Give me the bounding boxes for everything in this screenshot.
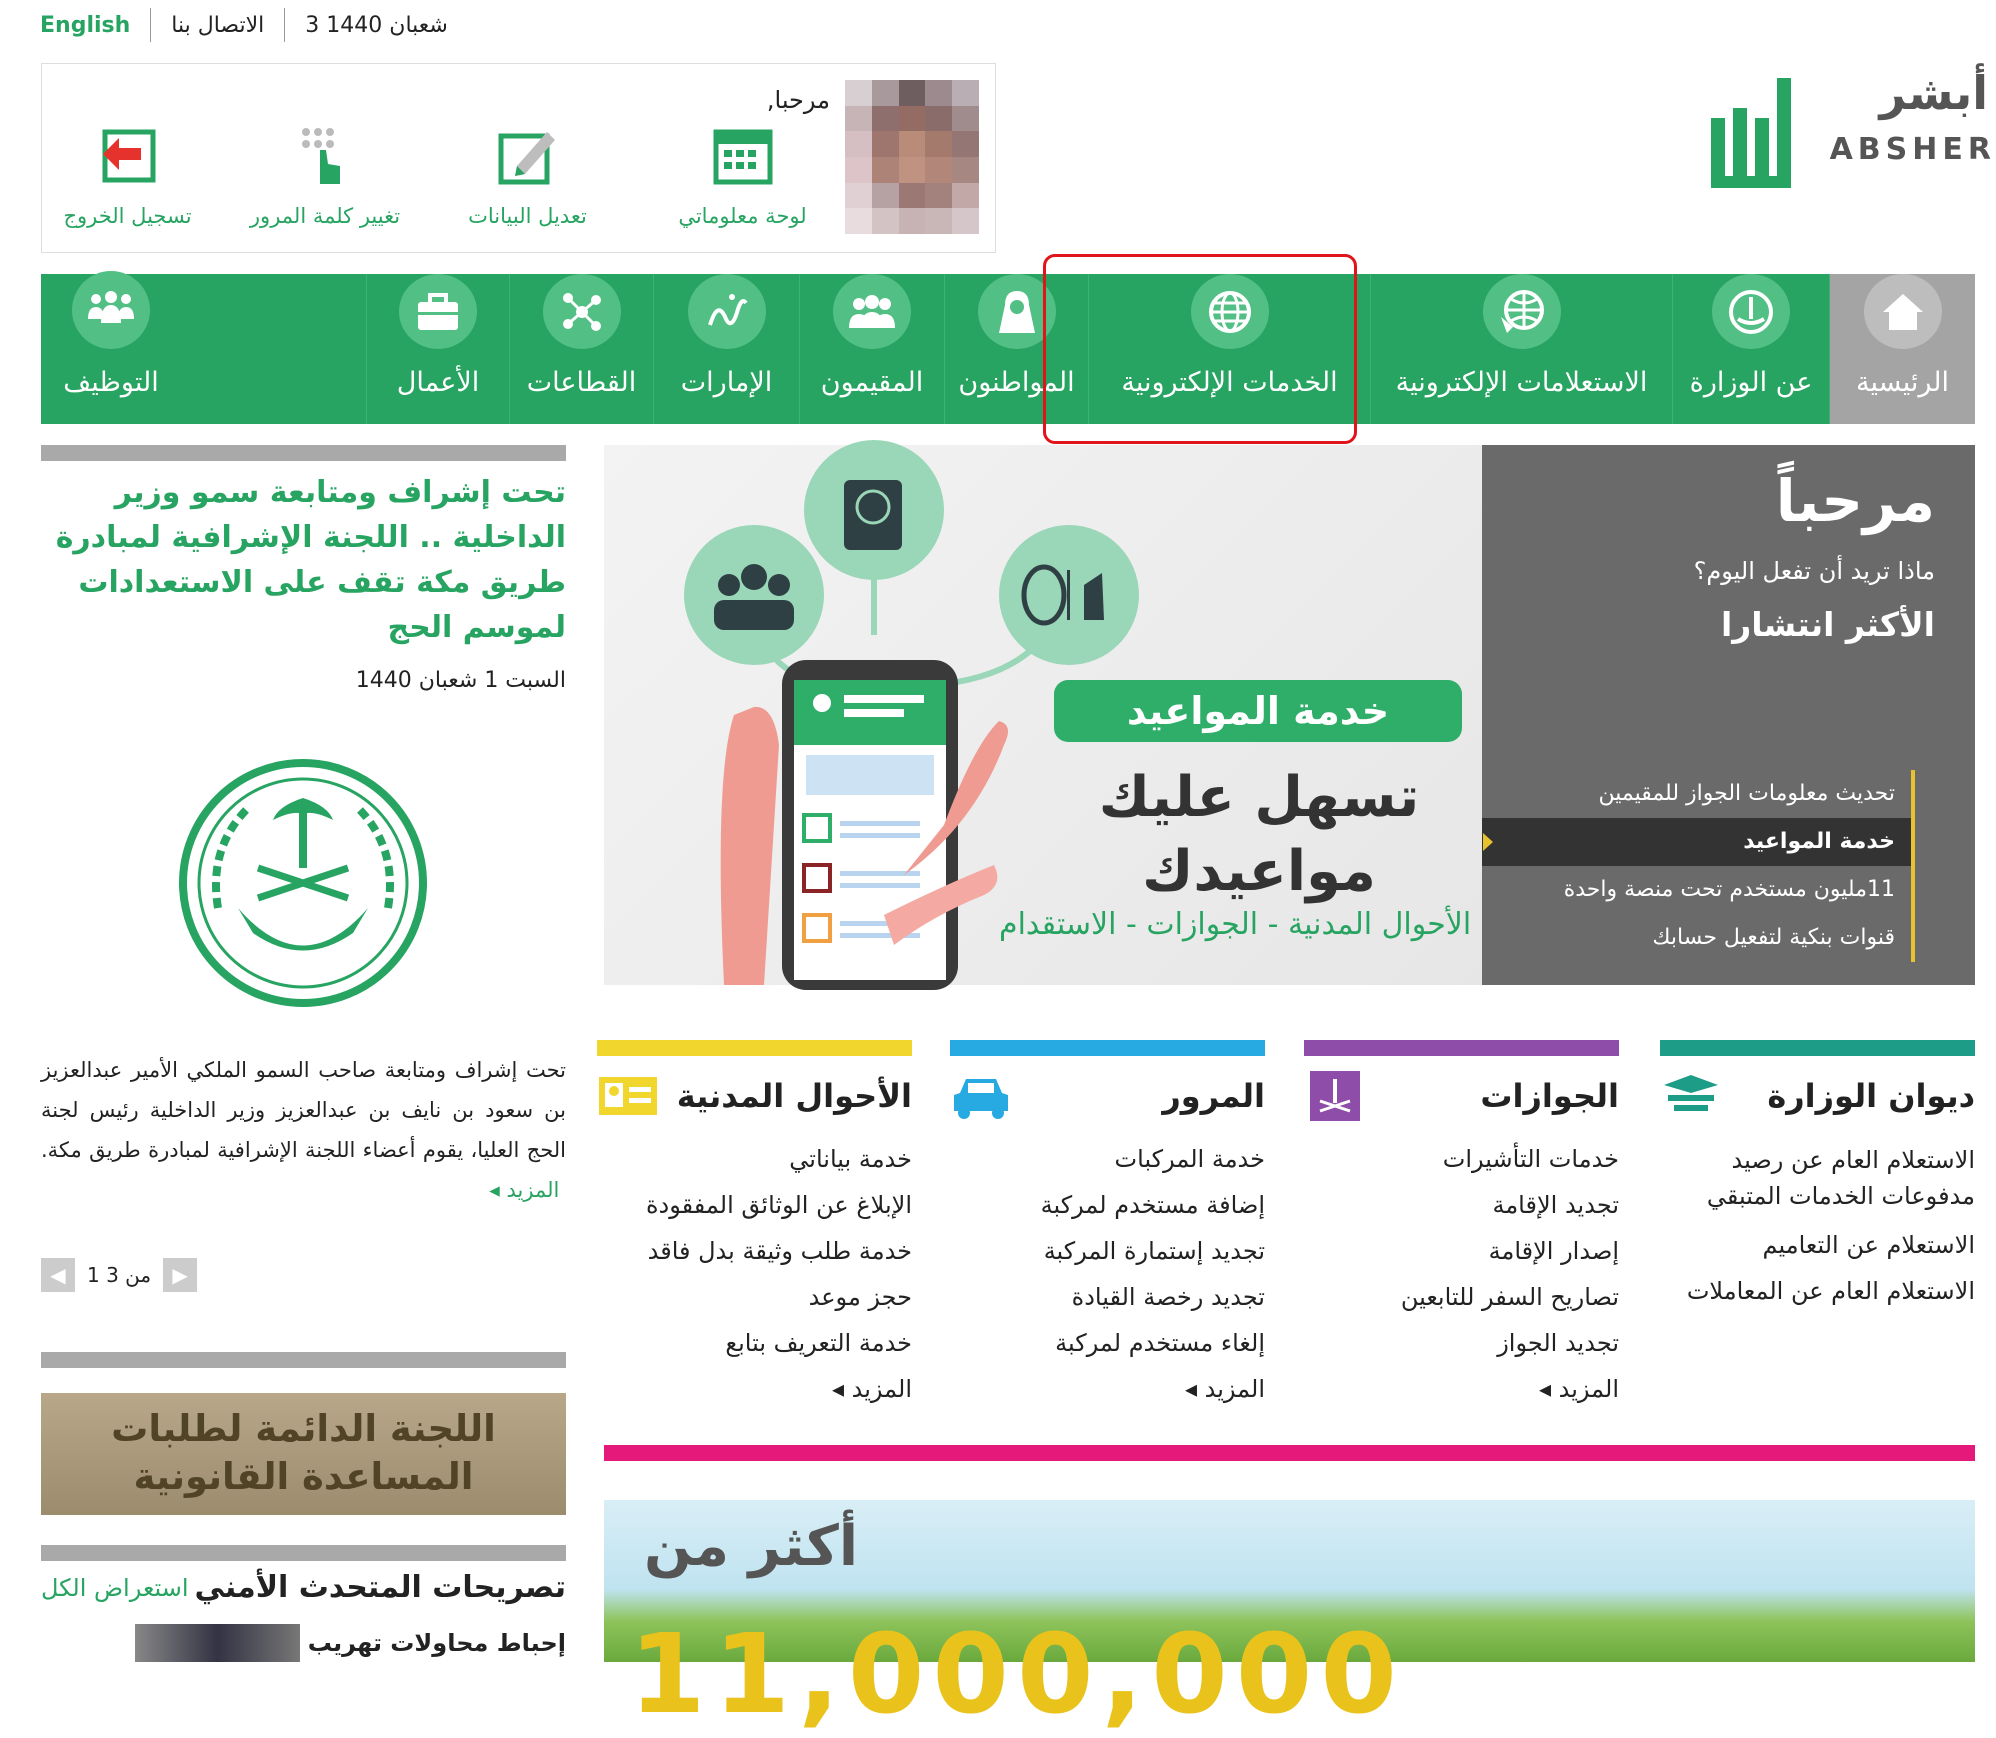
dashboard-button[interactable]	[650, 124, 835, 228]
service-link[interactable]: إصدار الإقامة	[1488, 1237, 1619, 1265]
column-header	[597, 1056, 912, 1136]
nav-sectors[interactable]	[509, 274, 653, 424]
spokesman-title: تصريحات المتحدث الأمني	[194, 1570, 566, 1605]
language-switch-link[interactable]: English	[40, 12, 131, 38]
nav-label: المقيمون	[820, 367, 924, 398]
id-card-icon	[597, 1071, 659, 1121]
ministry-emblem-icon	[1712, 274, 1790, 349]
team-hiring-icon	[72, 271, 150, 349]
nav-label: الرئيسية	[1856, 367, 1949, 398]
top-bar	[40, 0, 468, 50]
spokesman-view-all-link[interactable]: استعراض الكل	[41, 1574, 189, 1602]
contact-link[interactable]: الاتصال بنا	[171, 12, 265, 38]
nav-highlight-box	[1043, 254, 1357, 444]
news-date: السبت 1 شعبان 1440	[355, 668, 566, 693]
news-more-link[interactable]: المزيد ◂	[489, 1178, 560, 1202]
hero-tag: خدمة المواعيد	[1054, 680, 1462, 742]
service-link[interactable]: خدمة طلب وثيقة بدل فاقد	[647, 1237, 912, 1265]
nav-label: عن الوزارة	[1689, 367, 1813, 398]
service-link[interactable]: تجديد إستمارة المركبة	[1043, 1237, 1265, 1265]
service-link[interactable]: إلغاء مستخدم لمركبة	[1055, 1329, 1265, 1357]
hero-side-panel	[1482, 445, 1975, 985]
nav-residents[interactable]	[799, 274, 944, 424]
service-link[interactable]: إضافة مستخدم لمركبة	[1040, 1191, 1265, 1219]
service-column-passports	[1304, 1040, 1619, 1412]
column-title[interactable]: الجوازات	[1480, 1077, 1619, 1115]
keypad-hand-icon	[294, 124, 356, 186]
home-icon	[1864, 274, 1942, 349]
nav-employment[interactable]	[41, 274, 366, 424]
hero-popular-title: الأكثر انتشارا	[1720, 605, 1935, 644]
spokesman-item[interactable]	[135, 1624, 566, 1662]
ministry-seal-icon	[178, 758, 428, 1008]
column-list	[950, 1136, 1265, 1412]
column-color-bar	[1660, 1040, 1975, 1056]
service-link[interactable]: تصاريح السفر للتابعين	[1400, 1283, 1619, 1311]
briefcase-icon	[399, 274, 477, 349]
service-link[interactable]: حجز موعد	[808, 1283, 912, 1311]
change-password-label: تغيير كلمة المرور	[249, 204, 401, 228]
globe-inquiry-icon	[1483, 274, 1561, 349]
nav-home[interactable]	[1829, 274, 1975, 424]
news-headline[interactable]: تحت إشراف ومتابعة سمو وزير الداخلية .. اللجنة الإشرافية لمبادرة طريق مكة تقف على الاستعدادات لموسم الحج	[55, 475, 566, 645]
column-color-bar	[950, 1040, 1265, 1056]
section-divider	[41, 445, 566, 461]
hero-banner[interactable]	[604, 445, 1975, 985]
car-icon	[950, 1071, 1012, 1121]
hero-question: ماذا تريد أن تفعل اليوم؟	[1693, 557, 1935, 585]
news-more-label: المزيد	[506, 1178, 560, 1202]
news-body	[41, 1050, 566, 1210]
logo-latin: ABSHER	[1829, 132, 1996, 167]
service-link[interactable]: خدمات التأشيرات	[1442, 1145, 1619, 1173]
column-color-bar	[1304, 1040, 1619, 1056]
user-panel	[41, 63, 996, 253]
logout-arrow-icon	[97, 124, 159, 186]
legal-aid-banner[interactable]: اللجنة الدائمة لطلبات المساعدة القانونية	[41, 1393, 566, 1515]
column-header	[950, 1056, 1265, 1136]
dashboard-label: لوحة معلوماتي	[678, 204, 807, 228]
service-link[interactable]: خدمة التعريف بتابع	[725, 1329, 912, 1357]
spokesman-item-title: إحباط محاولات تهريب	[307, 1629, 566, 1657]
hero-list-item-active[interactable]: خدمة المواعيد	[1482, 818, 1911, 866]
nav-e-inquiries[interactable]	[1370, 274, 1672, 424]
service-column-civil-affairs	[597, 1040, 912, 1412]
logout-button[interactable]	[35, 124, 220, 228]
hero-popular-list	[1482, 770, 1915, 962]
hero-list-item[interactable]: تحديث معلومات الجواز للمقيمين	[1598, 781, 1895, 806]
promo-banner[interactable]	[604, 1500, 1975, 1738]
column-list	[1304, 1136, 1619, 1412]
edit-data-button[interactable]	[435, 124, 620, 228]
passport-emblem-icon	[1304, 1071, 1366, 1121]
hijri-date: 3 شعبان 1440	[305, 12, 448, 38]
nav-about-ministry[interactable]	[1672, 274, 1829, 424]
service-link[interactable]: تجديد رخصة القيادة	[1071, 1283, 1265, 1311]
residents-group-icon	[833, 274, 911, 349]
pager-status: 1 من 3	[87, 1263, 152, 1287]
service-column-ministry	[1660, 1040, 1975, 1314]
pager-next-button[interactable]: ▶	[163, 1258, 197, 1292]
service-more-link[interactable]: المزيد ◂	[597, 1366, 912, 1412]
service-link[interactable]: تجديد الإقامة	[1492, 1191, 1619, 1219]
hero-subline: الأحوال المدنية - الجوازات - الاستقدام	[999, 907, 1472, 942]
calendar-dashboard-icon	[712, 124, 774, 186]
service-link[interactable]: خدمة المركبات	[1114, 1145, 1265, 1173]
hero-list-item[interactable]: 11مليون مستخدم تحت منصة واحدة	[1563, 877, 1895, 902]
ministry-emblem	[178, 758, 428, 1008]
hero-hello: مرحباً	[1775, 467, 1935, 535]
nav-label: الاستعلامات الإلكترونية	[1395, 367, 1648, 398]
column-header	[1660, 1056, 1975, 1136]
section-divider	[604, 1445, 1975, 1461]
service-more-link[interactable]: المزيد ◂	[950, 1366, 1265, 1412]
section-divider	[41, 1545, 566, 1561]
nav-label: المواطنون	[958, 367, 1075, 398]
edit-pencil-icon	[497, 124, 559, 186]
service-link[interactable]: الاستعلام عن التعاميم	[1762, 1231, 1975, 1259]
service-link[interactable]: تجديد الجواز	[1497, 1329, 1619, 1357]
service-link[interactable]: الاستعلام العام عن المعاملات	[1686, 1277, 1975, 1305]
column-header	[1304, 1056, 1619, 1136]
promo-number: 11,000,000	[629, 1610, 1405, 1738]
network-nodes-icon	[543, 274, 621, 349]
main-navbar	[41, 274, 1975, 424]
welcome-text: مرحبا,	[766, 86, 830, 114]
nav-business[interactable]	[366, 274, 509, 424]
ministry-stack-icon	[1660, 1071, 1722, 1121]
service-more-link[interactable]: المزيد ◂	[1304, 1366, 1619, 1412]
column-title[interactable]: المرور	[1162, 1077, 1265, 1115]
change-password-button[interactable]	[225, 124, 425, 228]
section-divider	[41, 1352, 566, 1368]
active-pointer-icon	[1483, 833, 1493, 851]
column-list	[1660, 1142, 1975, 1314]
news-pager	[41, 1258, 197, 1292]
service-link[interactable]: الإبلاغ عن الوثائق المفقودة	[645, 1191, 912, 1219]
logo-arabic: أبشر	[1879, 66, 1988, 120]
logout-label: تسجيل الخروج	[63, 204, 192, 228]
nav-label: القطاعات	[526, 367, 637, 398]
pager-prev-button[interactable]: ◀	[41, 1258, 75, 1292]
column-color-bar	[597, 1040, 912, 1056]
column-list	[597, 1136, 912, 1412]
edit-data-label: تعديل البيانات	[468, 204, 587, 228]
promo-text: أكثر من	[644, 1514, 859, 1579]
emirates-calligraphy-icon	[688, 274, 766, 349]
service-link[interactable]: خدمة بياناتي	[789, 1145, 912, 1173]
column-title[interactable]: الأحوال المدنية	[676, 1077, 912, 1115]
spokesman-thumbnail	[135, 1624, 300, 1662]
nav-emirates[interactable]	[653, 274, 799, 424]
nav-label: الأعمال	[396, 367, 480, 398]
news-body-text: تحت إشراف ومتابعة صاحب السمو الملكي الأمير عبدالعزيز بن سعود بن نايف بن عبدالعزيز وزير الداخلية رئيس لجنة الحج العليا، يقوم أعضاء اللجنة الإشرافية لمبادرة طريق مكة.	[41, 1058, 566, 1162]
column-title[interactable]: ديوان الوزارة	[1767, 1077, 1975, 1115]
nav-label: الإمارات	[680, 367, 773, 398]
nav-label: التوظيف	[63, 367, 159, 398]
hero-headline: تسهل عليك مواعيدك	[1098, 765, 1420, 904]
absher-logo[interactable]	[1706, 48, 1996, 198]
user-avatar[interactable]	[845, 80, 979, 234]
service-link[interactable]: الاستعلام العام عن رصيد مدفوعات الخدمات المتبقي	[1706, 1146, 1975, 1210]
service-column-traffic	[950, 1040, 1265, 1412]
hero-list-item[interactable]: قنوات بنكية لتفعيل حسابك	[1652, 925, 1895, 950]
nav-label: الخدمات الإلكترونية	[1121, 367, 1338, 398]
